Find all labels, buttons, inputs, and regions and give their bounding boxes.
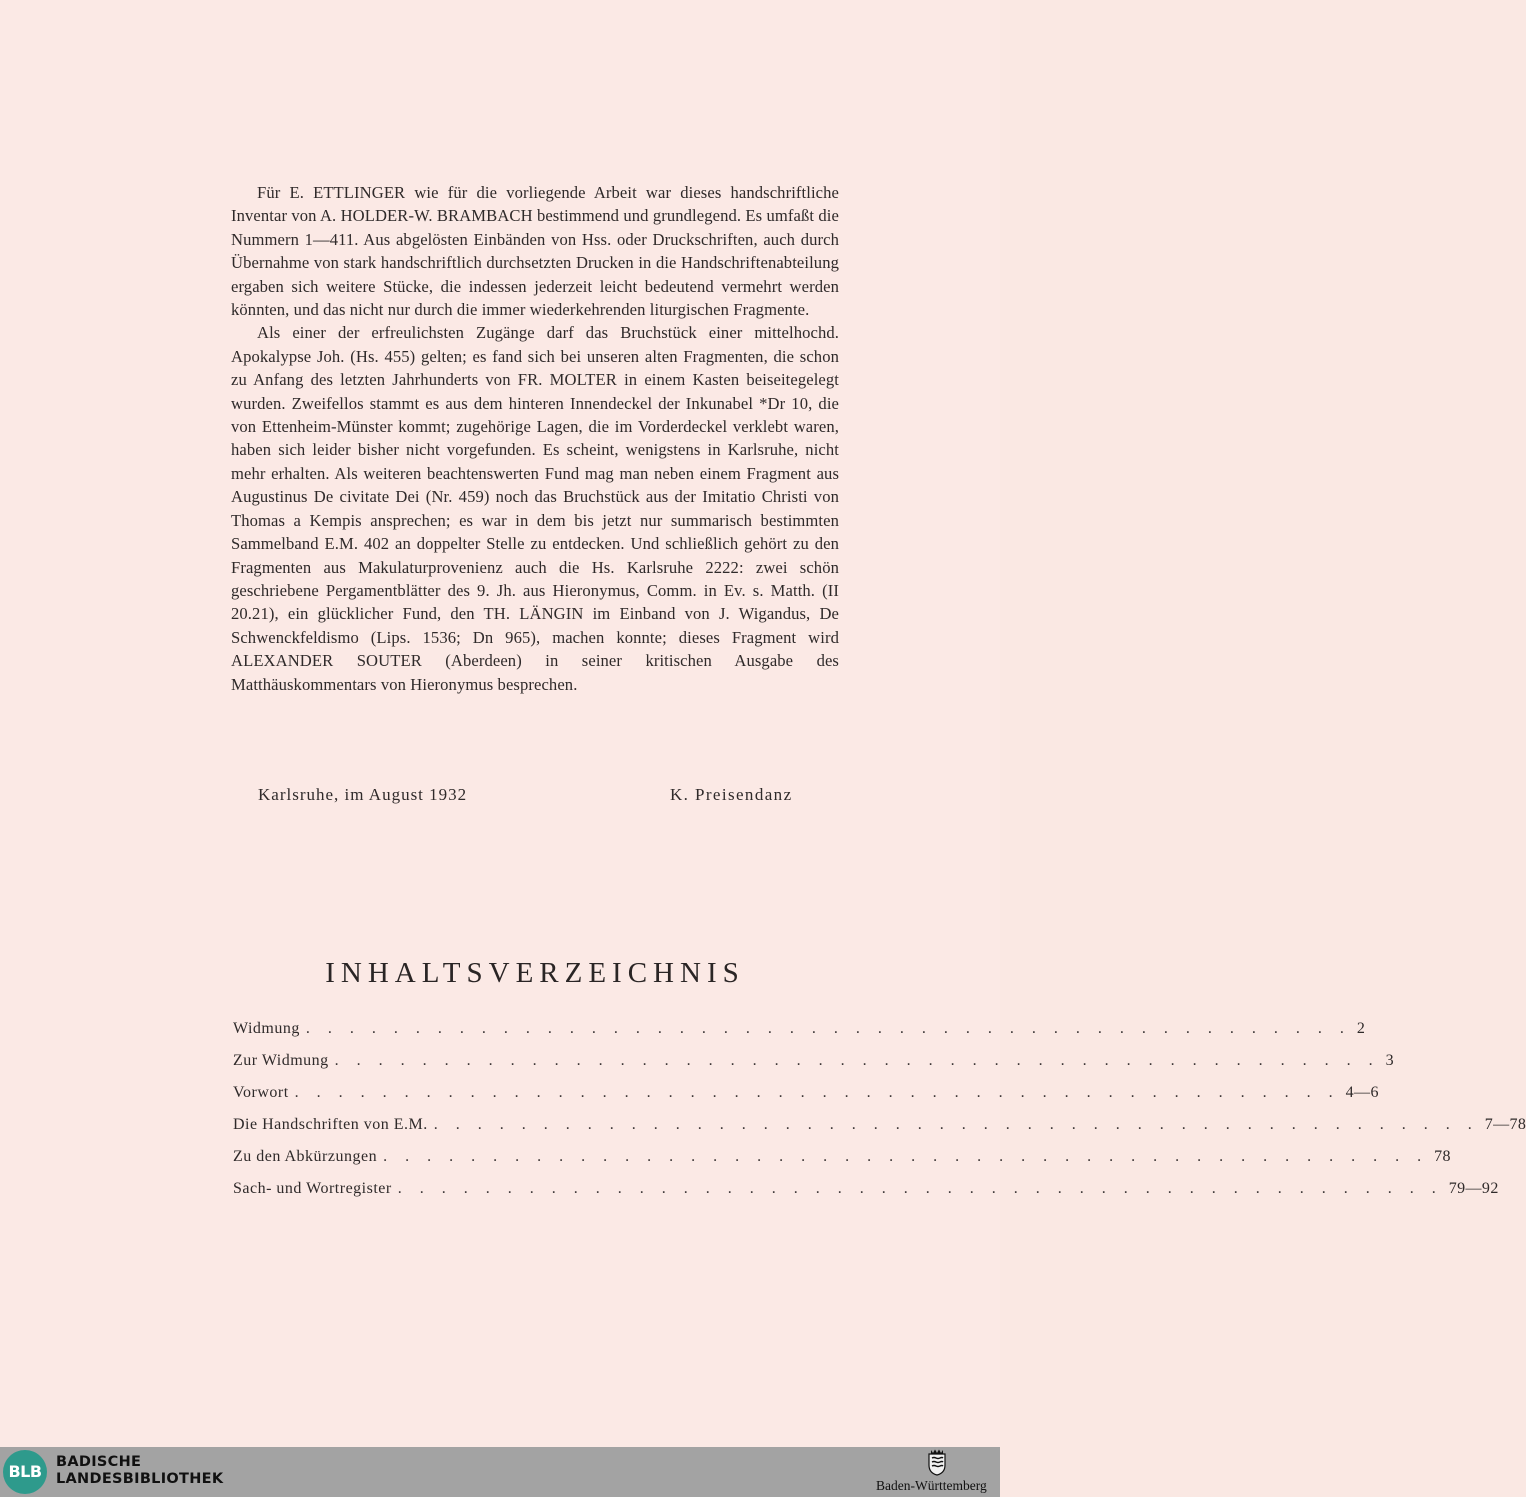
toc-entry-page: 2: [1356, 1020, 1366, 1037]
toc-entry: [233, 1017, 1366, 1049]
toc-entry-page: 4—6: [1345, 1084, 1379, 1101]
toc-entry-label: Zu den Abkürzungen: [233, 1148, 378, 1165]
toc-entry: [233, 1049, 1395, 1081]
library-name-line1: BADISCHE: [56, 1454, 142, 1470]
signature-author: K. Preisendanz: [670, 785, 793, 804]
signature-place-date: Karlsruhe, im August 1932: [258, 785, 468, 804]
toc-leader-dots: . . . . . . . . . . . . . . . . . . . . . . . . . . . . . . . . . . . . . . . . . . . . . . . .: [383, 1148, 1429, 1165]
toc-entry-page: 7—78: [1484, 1116, 1526, 1133]
viewer-footer-bar: [0, 1447, 1000, 1497]
paragraph: Für E. ETTLINGER wie für die vorliegende Arbeit war dieses handschriftliche Inventar von A. HOLDER-W. BRAMBACH bestimmend und grundlegend. Es umfaßt die Nummern 1—411. Aus abgelösten Einbänden von Hss. oder Druckschriften, auch durch Übernahme von stark handschriftlich durchsetzten Drucken in die Handschriftenabteilung ergaben sich weitere Stücke, die indessen jederzeit leicht bedeutend vermehrt werden könnten, und das nicht nur durch die immer wiederkehrenden liturgischen Fragmente.: [231, 183, 839, 320]
library-name-line2: LANDESBIBLIOTHEK: [56, 1471, 224, 1487]
toc-entry-label: Die Handschriften von E.M.: [233, 1116, 428, 1133]
toc-entry: [233, 1081, 1379, 1113]
paragraph: Als einer der erfreulichsten Zugänge darf das Bruchstück einer mittelhochd. Apokalypse Joh. (Hs. 455) gelten; es fand sich bei unseren alten Fragmenten, die schon zu Anfang des letzten Jahrhunderts von FR. MOLTER in einem Kasten beiseitegelegt wurden. Zweifellos stammt es aus dem hinteren Innendeckel der Inkunabel *Dr 10, die von Ettenheim-Münster kommt; zugehörige Lagen, die im Vorderdeckel verklebt waren, haben sich leider bisher nicht vorgefunden. Es scheint, wenigstens in Karlsruhe, nicht mehr erhalten. Als weiteren beachtenswerten Fund mag man neben einem Fragment aus Augustinus De civitate Dei (Nr. 459) noch das Bruchstück aus der Imitatio Christi von Thomas a Kempis ansprechen; es war in dem bis jetzt nur summarisch bestimmten Sammelband E.M. 402 an doppelter Stelle zu entdecken. Und schließlich gehört zu den Fragmenten aus Makulaturprovenienz auch die Hs. Karlsruhe 2222: zwei schön geschriebene Pergamentblätter des 9. Jh. aus Hieronymus, Comm. in Ev. s. Matth. (II 20.21), ein glücklicher Fund, den TH. LÄNGIN im Einband von J. Wigandus, De Schwenckfeldismo (Lips. 1536; Dn 965), machen konnte; dieses Fragment wird ALEXANDER SOUTER (Aberdeen) in seiner kritischen Ausgabe des Matthäuskommentars von Hieronymus besprechen.: [231, 323, 839, 694]
toc-entry-label: Zur Widmung: [233, 1052, 329, 1069]
toc-leader-dots: . . . . . . . . . . . . . . . . . . . . . . . . . . . . . . . . . . . . . . . . . . . . . . . .: [305, 1020, 1351, 1037]
toc-entry-label: Sach- und Wortregister: [233, 1180, 392, 1197]
toc-leader-dots: . . . . . . . . . . . . . . . . . . . . . . . . . . . . . . . . . . . . . . . . . . . . . . . .: [294, 1084, 1340, 1101]
toc-entry: [233, 1113, 1526, 1145]
coat-of-arms-icon[interactable]: [926, 1448, 948, 1476]
table-of-contents: [233, 1017, 1526, 1209]
toc-entry-label: Widmung: [233, 1020, 300, 1037]
toc-leader-dots: . . . . . . . . . . . . . . . . . . . . . . . . . . . . . . . . . . . . . . . . . . . . . . . .: [397, 1180, 1443, 1197]
toc-title: INHALTSVERZEICHNIS: [325, 957, 745, 989]
toc-entry-label: Vorwort: [233, 1084, 289, 1101]
body-text: [231, 181, 839, 696]
toc-leader-dots: . . . . . . . . . . . . . . . . . . . . . . . . . . . . . . . . . . . . . . . . . . . . . . . .: [433, 1116, 1479, 1133]
blb-logo[interactable]: BLB: [3, 1450, 47, 1494]
library-name[interactable]: [56, 1454, 223, 1488]
state-name[interactable]: Baden-Württemberg: [876, 1478, 987, 1493]
toc-leader-dots: . . . . . . . . . . . . . . . . . . . . . . . . . . . . . . . . . . . . . . . . . . . . . . . .: [334, 1052, 1380, 1069]
toc-entry-page: 78: [1434, 1148, 1451, 1165]
toc-entry-page: 3: [1385, 1052, 1395, 1069]
toc-entry: [233, 1177, 1499, 1209]
toc-entry-page: 79—92: [1448, 1180, 1499, 1197]
toc-entry: [233, 1145, 1451, 1177]
